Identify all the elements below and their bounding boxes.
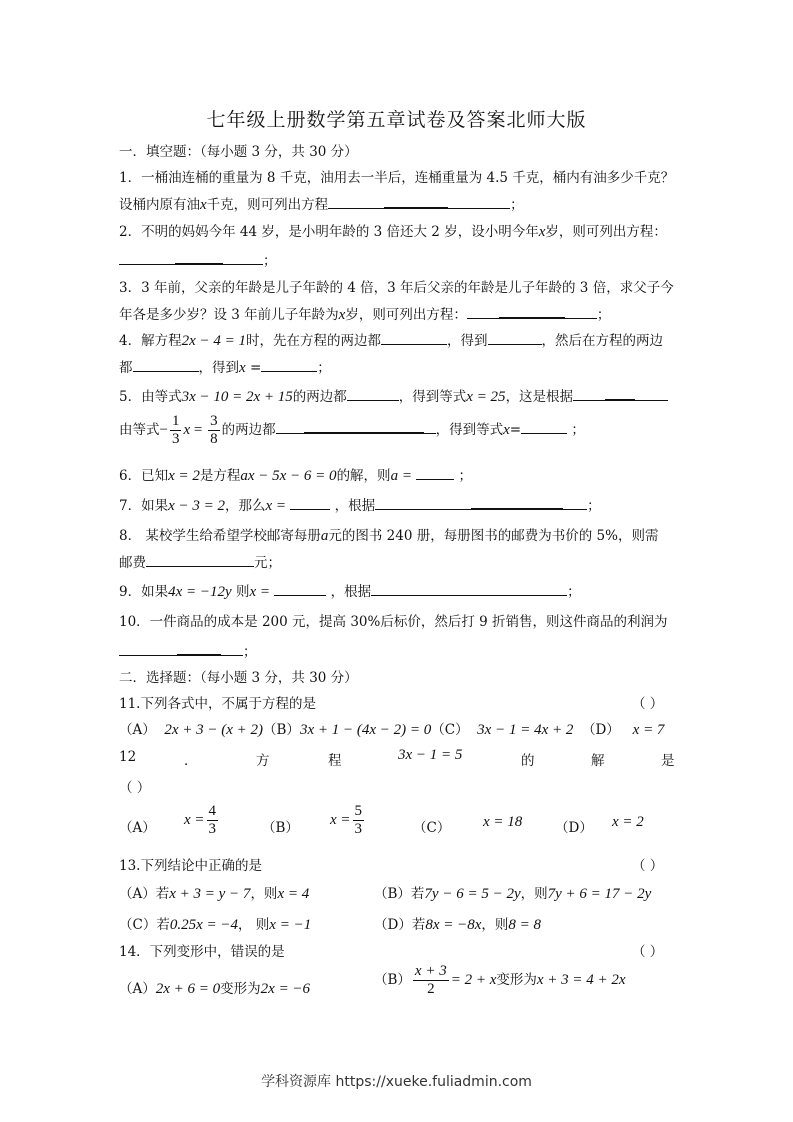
option-c-label: （C） bbox=[413, 820, 451, 836]
option-a[interactable]: （A）2x + 6 = 0变形为2x = −6 bbox=[119, 981, 311, 997]
q12-word: 解 bbox=[591, 753, 605, 769]
option-b-label: （B） bbox=[262, 820, 299, 836]
q11-options: （A） 2x + 3 − (x + 2)（B）3x + 1 − (4x − 2) = 0（C） 3x − 1 = 4x + 2 （D） x = 7 bbox=[119, 722, 665, 738]
option-b[interactable]: 3x + 1 − (4x − 2) = 0 bbox=[299, 722, 432, 738]
q12-word: 方 bbox=[256, 753, 270, 769]
q5-line1: 5．由等式3x − 10 = 2x + 15的两边都 ，得到等式x = 25，这是根据 bbox=[119, 385, 668, 406]
answer-blank[interactable] bbox=[146, 554, 254, 567]
option-a-label: （A） bbox=[119, 820, 156, 836]
q12-word: 是 bbox=[661, 753, 675, 769]
section2-heading: 二．选择题：（每小题 3 分，共 30 分） bbox=[119, 670, 358, 686]
answer-paren[interactable]: （ ） bbox=[632, 858, 664, 874]
answer-blank[interactable] bbox=[347, 388, 399, 401]
q8-line1: 8． 某校学生给希望学校邮寄每册a元的图书 240 册，每册图书的邮费为书价的 5%，则需 bbox=[119, 528, 659, 544]
q6-line: 6．已知x = 2是方程ax − 5x − 6 = 0的解，则a = ； bbox=[119, 468, 473, 484]
answer-blank[interactable] bbox=[381, 332, 447, 345]
q1-line2: 设桶内原有油x千克，则可列出方程 ； bbox=[119, 197, 524, 213]
option-b[interactable]: （B）若7y − 6 = 5 − 2y，则7y + 6 = 17 − 2y bbox=[374, 886, 652, 902]
option-c[interactable]: 3x − 1 = 4x + 2 bbox=[477, 722, 574, 738]
q5-line2: 由等式− $\frac{1}{3}$ x = $\frac{3}{8}$ 的两边都 ，得到等式x= ； bbox=[119, 413, 585, 447]
option-d-label: （D） bbox=[555, 820, 593, 836]
q2-line1: 2．不明的妈妈今年 44 岁，是小明年龄的 3 倍还大 2 岁，设小明今年x岁，则可列出方程： bbox=[119, 224, 667, 240]
answer-blank[interactable] bbox=[573, 388, 668, 401]
q12-number: 12 bbox=[119, 749, 137, 765]
answer-blank[interactable] bbox=[371, 583, 567, 596]
answer-blank[interactable] bbox=[375, 497, 587, 510]
option-b[interactable]: x = $\frac{5}{3}$ bbox=[330, 803, 363, 837]
option-b[interactable]: （B） $\frac{x + 3}{2}$ = 2 + x变形为x + 3 = 4 + 2x bbox=[374, 963, 626, 997]
option-d[interactable]: x = 2 bbox=[612, 814, 644, 830]
answer-blank[interactable] bbox=[488, 332, 542, 345]
answer-blank[interactable] bbox=[467, 306, 597, 319]
option-a[interactable]: （A）若x + 3 = y − 7，则x = 4 bbox=[119, 886, 310, 902]
q14-stem: 14．下列变形中，错误的是 bbox=[119, 944, 285, 960]
q3-line1: 3．3 年前，父亲的年龄是儿子年龄的 4 倍，3 年后父亲的年龄是儿子年龄的 3 倍，求父子今 bbox=[119, 280, 674, 296]
option-d[interactable]: （D）若8x = −8x，则8 = 8 bbox=[374, 917, 542, 933]
q11-stem: 11.下列各式中，不属于方程的是 bbox=[119, 696, 316, 712]
footer-watermark: 学科资源库 https://xueke.fuliadmin.com bbox=[261, 1074, 532, 1090]
answer-blank[interactable] bbox=[119, 252, 263, 265]
q12-word: 程 bbox=[328, 753, 342, 769]
q7-line: 7．如果x − 3 = 2，那么x = ，根据 ； bbox=[119, 498, 601, 514]
answer-blank[interactable] bbox=[261, 359, 317, 372]
section1-heading: 一．填空题：（每小题 3 分，共 30 分） bbox=[119, 144, 358, 160]
page-title: 七年级上册数学第五章试卷及答案北师大版 bbox=[206, 109, 587, 131]
q2-line2: ； bbox=[119, 249, 277, 269]
q4-line2: 都 ，得到x = ； bbox=[119, 360, 331, 376]
option-a[interactable]: 2x + 3 − (x + 2) bbox=[164, 722, 264, 738]
option-c[interactable]: （C）若0.25x = −4， 则x = −1 bbox=[119, 917, 312, 933]
answer-blank[interactable] bbox=[119, 643, 243, 656]
q9-line: 9．如果4x = −12y 则x = ，根据 ； bbox=[119, 584, 581, 600]
option-c[interactable]: x = 18 bbox=[483, 814, 523, 830]
q4-line1: 4．解方程2x − 4 = 1时，先在方程的两边都 ，得到 ，然后在方程的两边 bbox=[119, 333, 663, 349]
answer-paren[interactable]: （ ） bbox=[632, 944, 664, 960]
option-d[interactable]: x = 7 bbox=[632, 722, 665, 738]
answer-blank[interactable] bbox=[276, 421, 436, 434]
option-a[interactable]: x = $\frac{4}{3}$ bbox=[184, 803, 217, 837]
answer-blank[interactable] bbox=[274, 583, 326, 596]
answer-blank[interactable] bbox=[290, 497, 330, 510]
answer-blank[interactable] bbox=[416, 467, 454, 480]
q10-line2: ； bbox=[119, 640, 257, 660]
answer-paren[interactable]: （ ） bbox=[119, 780, 151, 796]
q10-line1: 10．一件商品的成本是 200 元，提高 30%后标价，然后打 9 折销售，则这件商品的利润为 bbox=[119, 614, 668, 630]
fraction: $\frac{3}{8}$ bbox=[210, 413, 218, 447]
q12-dot: ． bbox=[184, 753, 198, 769]
fraction: $\frac{1}{3}$ bbox=[171, 413, 180, 447]
answer-blank[interactable] bbox=[328, 196, 510, 209]
q13-stem: 13.下列结论中正确的是 bbox=[119, 858, 262, 874]
q12-word: 的 bbox=[521, 753, 535, 769]
q12-equation: 3x − 1 = 5 bbox=[398, 747, 463, 763]
answer-paren[interactable]: （ ） bbox=[632, 696, 664, 712]
answer-blank[interactable] bbox=[133, 359, 199, 372]
q8-line2: 邮费 元； bbox=[119, 555, 281, 571]
q1-line1: 1．一桶油连桶的重量为 8 千克，油用去一半后，连桶重量为 4.5 千克，桶内有油多少千克？ bbox=[119, 170, 675, 186]
answer-blank[interactable] bbox=[521, 421, 567, 434]
q3-line2: 年各是多少岁？设 3 年前儿子年龄为x岁，则可列出方程： ； bbox=[119, 307, 611, 323]
